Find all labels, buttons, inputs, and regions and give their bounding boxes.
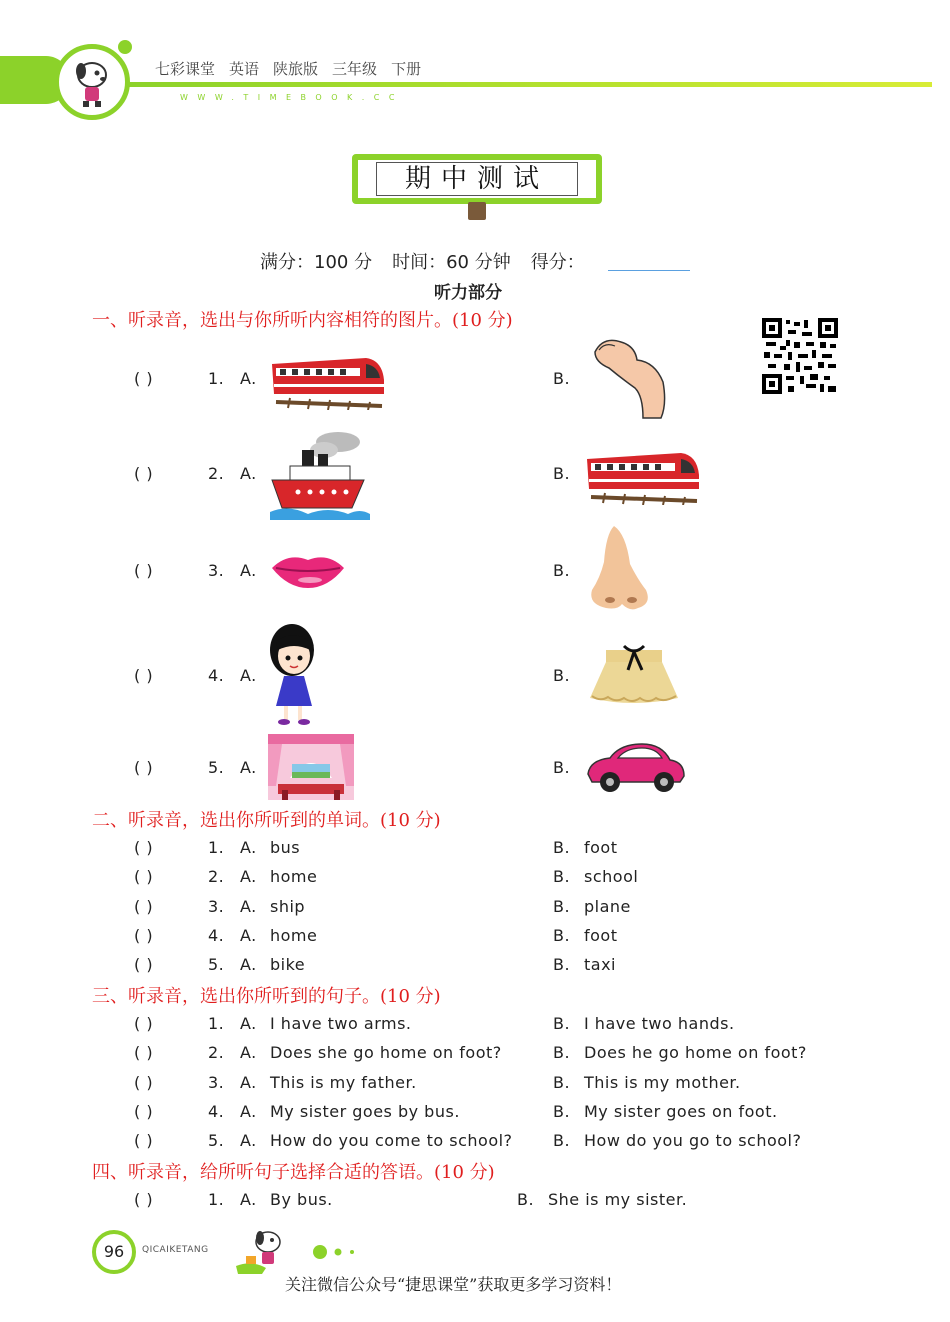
item-number: 1. — [208, 838, 225, 857]
page-number: 96 — [92, 1230, 136, 1274]
option-b-text: taxi — [584, 955, 616, 974]
item-number: 2. — [208, 464, 225, 483]
score-label: 得分： — [530, 252, 585, 273]
answer-paren[interactable]: ( ) — [134, 758, 154, 777]
section4-heading: 四、听录音，给所听句子选择合适的答语。(10 分) — [92, 1162, 495, 1183]
answer-paren[interactable]: ( ) — [134, 955, 154, 974]
answer-paren[interactable]: ( ) — [134, 1190, 154, 1209]
mascot-badge — [54, 44, 130, 120]
option-a-text: How do you come to school? — [270, 1131, 513, 1150]
header-bar — [120, 82, 932, 87]
option-b-label: B. — [553, 867, 571, 886]
option-a-label: A. — [240, 867, 257, 886]
score-blank[interactable] — [608, 270, 690, 271]
option-a-text: ship — [270, 897, 306, 916]
option-b-label: B. — [553, 1131, 571, 1150]
full-score: 满分：100 分 — [260, 252, 373, 273]
option-a-label: A. — [240, 1014, 257, 1033]
section3-heading: 三、听录音，选出你所听到的句子。(10 分) — [92, 986, 441, 1007]
item-number: 2. — [208, 1043, 225, 1062]
answer-paren[interactable]: ( ) — [134, 666, 154, 685]
option-a-label: A. — [240, 561, 257, 580]
qr-code-icon — [762, 318, 838, 394]
item-number: 3. — [208, 1073, 225, 1092]
header-dot — [118, 40, 132, 54]
subject-name: 英语 — [229, 60, 260, 78]
option-a-text: home — [270, 867, 318, 886]
lips-icon[interactable] — [270, 550, 346, 590]
option-b-text: foot — [584, 838, 618, 857]
answer-paren[interactable]: ( ) — [134, 464, 154, 483]
header-url: WWW.TIMEBOOK.CC — [180, 93, 404, 102]
option-b-label: B. — [517, 1190, 535, 1209]
option-b-label: B. — [553, 897, 571, 916]
car-icon[interactable] — [584, 738, 688, 796]
option-b-label: B. — [553, 1102, 571, 1121]
option-a-text: I have two arms. — [270, 1014, 412, 1033]
answer-paren[interactable]: ( ) — [134, 1043, 154, 1062]
option-b-text: I have two hands. — [584, 1014, 735, 1033]
item-number: 4. — [208, 926, 225, 945]
answer-paren[interactable]: ( ) — [134, 1073, 154, 1092]
option-b-label: B. — [553, 464, 571, 483]
edition-name: 陕旅版 — [273, 60, 319, 78]
option-b-label: B. — [553, 1014, 571, 1033]
skirt-icon[interactable] — [588, 640, 680, 708]
option-b-text: How do you go to school? — [584, 1131, 802, 1150]
option-b-label: B. — [553, 926, 571, 945]
option-a-label: A. — [240, 1043, 257, 1062]
option-a-text: By bus. — [270, 1190, 333, 1209]
item-number: 2. — [208, 867, 225, 886]
option-b-text: She is my sister. — [548, 1190, 688, 1209]
item-number: 3. — [208, 897, 225, 916]
footer-dots — [312, 1244, 358, 1260]
time-limit: 时间：60 分钟 — [392, 252, 511, 273]
option-a-text: My sister goes by bus. — [270, 1102, 460, 1121]
answer-paren[interactable]: ( ) — [134, 369, 154, 388]
option-a-label: A. — [240, 838, 257, 857]
answer-paren[interactable]: ( ) — [134, 1014, 154, 1033]
answer-paren[interactable]: ( ) — [134, 1131, 154, 1150]
option-a-label: A. — [240, 926, 257, 945]
arm-icon[interactable] — [585, 332, 669, 422]
option-b-text: school — [584, 867, 639, 886]
option-a-label: A. — [240, 1190, 257, 1209]
train-icon[interactable] — [585, 445, 701, 505]
section1-heading: 一、听录音，选出与你所听内容相符的图片。(10 分) — [92, 310, 513, 331]
option-b-text: Does he go home on foot? — [584, 1043, 807, 1062]
footer-note: 关注微信公众号“捷思课堂”获取更多学习资料！ — [285, 1275, 622, 1294]
item-number: 3. — [208, 561, 225, 580]
grade-name: 三年级 — [332, 60, 378, 78]
option-a-label: A. — [240, 369, 257, 388]
option-a-label: A. — [240, 1102, 257, 1121]
ship-icon[interactable] — [268, 428, 372, 520]
answer-paren[interactable]: ( ) — [134, 561, 154, 580]
option-a-text: bike — [270, 955, 306, 974]
item-number: 1. — [208, 369, 225, 388]
option-a-label: A. — [240, 1073, 257, 1092]
option-a-label: A. — [240, 666, 257, 685]
option-b-label: B. — [553, 369, 571, 388]
item-number: 5. — [208, 1131, 225, 1150]
answer-paren[interactable]: ( ) — [134, 926, 154, 945]
answer-paren[interactable]: ( ) — [134, 897, 154, 916]
option-b-text: foot — [584, 926, 618, 945]
item-number: 4. — [208, 666, 225, 685]
option-b-text: This is my mother. — [584, 1073, 741, 1092]
train-icon[interactable] — [270, 350, 386, 410]
option-a-text: Does she go home on foot? — [270, 1043, 502, 1062]
item-number: 4. — [208, 1102, 225, 1121]
item-number: 1. — [208, 1014, 225, 1033]
option-b-label: B. — [553, 838, 571, 857]
option-a-text: home — [270, 926, 318, 945]
option-a-label: A. — [240, 955, 257, 974]
banner-tag — [468, 202, 486, 220]
footer-brand: QICAIKETANG — [142, 1245, 209, 1255]
option-b-label: B. — [553, 561, 571, 580]
dog-mascot-icon — [232, 1226, 292, 1278]
section2-heading: 二、听录音，选出你所听到的单词。(10 分) — [92, 810, 441, 831]
girl-icon[interactable] — [266, 620, 322, 728]
page-title: 期中测试 — [376, 162, 578, 196]
header-title — [155, 58, 435, 79]
dog-mascot-icon — [59, 49, 125, 115]
item-number: 5. — [208, 758, 225, 777]
option-b-label: B. — [553, 666, 571, 685]
option-a-label: A. — [240, 897, 257, 916]
option-b-text: plane — [584, 897, 631, 916]
part-label: 听力部分 — [434, 283, 502, 303]
option-a-text: bus — [270, 838, 301, 857]
option-b-label: B. — [553, 1043, 571, 1062]
option-b-label: B. — [553, 1073, 571, 1092]
option-b-text: My sister goes on foot. — [584, 1102, 778, 1121]
answer-paren[interactable]: ( ) — [134, 1102, 154, 1121]
answer-paren[interactable]: ( ) — [134, 867, 154, 886]
series-name: 七彩课堂 — [155, 60, 216, 78]
nose-icon[interactable] — [582, 524, 654, 612]
option-a-text: This is my father. — [270, 1073, 417, 1092]
option-b-label: B. — [553, 955, 571, 974]
item-number: 5. — [208, 955, 225, 974]
option-a-label: A. — [240, 464, 257, 483]
answer-paren[interactable]: ( ) — [134, 838, 154, 857]
living-room-icon[interactable] — [268, 734, 354, 800]
score-line — [260, 248, 605, 274]
volume-name: 下册 — [391, 60, 422, 78]
option-a-label: A. — [240, 758, 257, 777]
option-b-label: B. — [553, 758, 571, 777]
item-number: 1. — [208, 1190, 225, 1209]
option-a-label: A. — [240, 1131, 257, 1150]
